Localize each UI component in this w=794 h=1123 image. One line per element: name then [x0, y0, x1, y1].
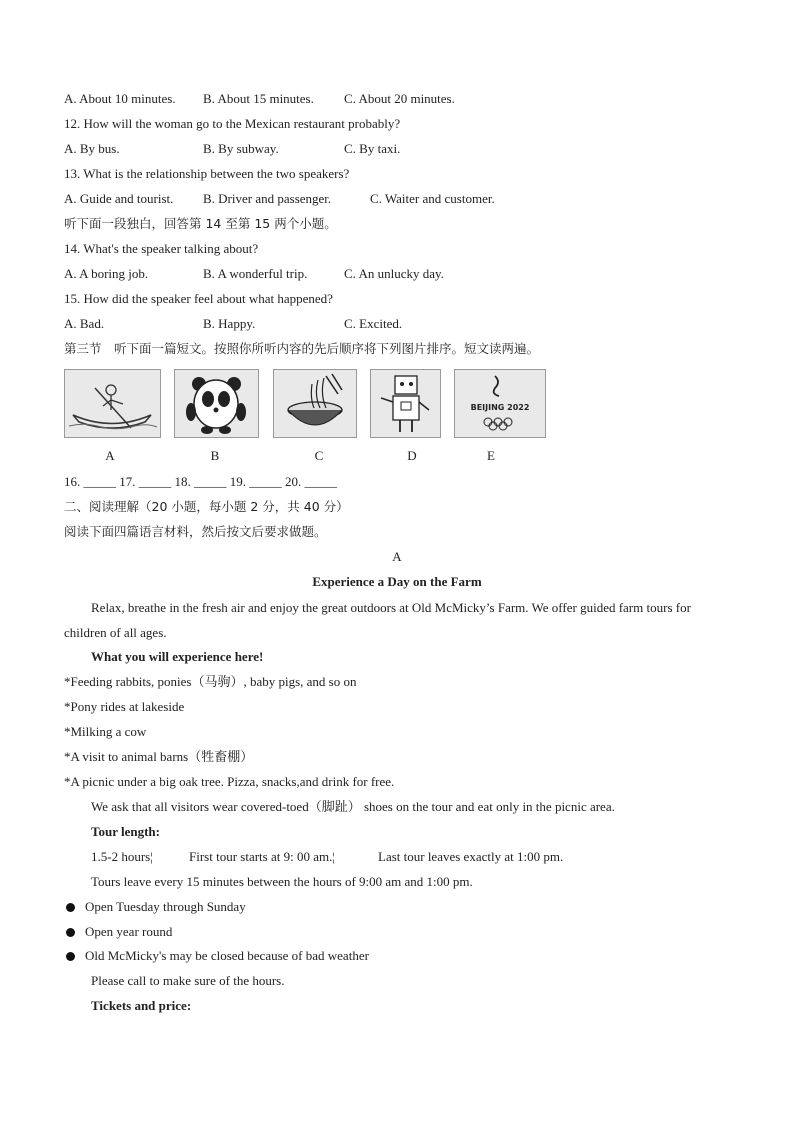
noodle-bowl-icon	[274, 370, 356, 437]
experience-item: *Pony rides at lakeside	[64, 699, 185, 714]
part2-title: 二、阅读理解（20 小题，每小题 2 分，共 40 分）	[64, 499, 349, 514]
picture-label-e: E	[487, 448, 495, 463]
q15-option-a: A. Bad.	[64, 316, 105, 331]
picture-label-a: A	[105, 448, 115, 463]
answer-blanks: 16. _____ 17. _____ 18. _____ 19. _____ 20. _____	[64, 474, 337, 489]
q11-option-a: A. About 10 minutes.	[64, 91, 176, 106]
tickets-heading: Tickets and price:	[91, 998, 192, 1013]
experience-heading: What you will experience here!	[91, 649, 264, 664]
q14-option-c: C. An unlucky day.	[344, 266, 444, 281]
experience-item: *A visit to animal barns（牲畜棚）	[64, 749, 254, 764]
picture-e-beijing-2022	[454, 369, 546, 438]
panda-mascot-icon	[175, 370, 258, 437]
q11-option-b: B. About 15 minutes.	[203, 91, 314, 106]
q12-option-b: B. By subway.	[203, 141, 279, 156]
monologue-instruction: 听下面一段独白，回答第 14 至第 15 两个小题。	[64, 216, 337, 231]
last-tour-time: Last tour leaves exactly at 1:00 pm.	[378, 849, 564, 864]
rowing-boat-icon	[65, 370, 160, 437]
experience-item: *A picnic under a big oak tree. Pizza, snacks,and drink for free.	[64, 774, 395, 789]
q14-question: 14. What's the speaker talking about?	[64, 241, 259, 256]
bullet-icon	[66, 952, 75, 961]
beijing-olympics-logo-icon	[455, 370, 545, 437]
call-note: Please call to make sure of the hours.	[91, 973, 285, 988]
picture-label-b: B	[210, 448, 220, 463]
q14-option-b: B. A wonderful trip.	[203, 266, 308, 281]
beijing-logo-text: BEIJING 2022	[470, 403, 530, 412]
bullet-item: Open Tuesday through Sunday	[85, 899, 246, 914]
tour-length-heading: Tour length:	[91, 824, 160, 839]
shoes-note: We ask that all visitors wear covered-toed（脚趾） shoes on the tour and eat only in the picnic area.	[91, 799, 615, 814]
tour-duration: 1.5-2 hours¦	[91, 849, 153, 864]
experience-item: *Feeding rabbits, ponies（马驹）, baby pigs, and so on	[64, 674, 357, 689]
q13-option-a: A. Guide and tourist.	[64, 191, 174, 206]
bullet-icon	[66, 928, 75, 937]
part2-instruction: 阅读下面四篇语言材料，然后按文后要求做题。	[64, 524, 327, 539]
passage-title: Experience a Day on the Farm	[312, 574, 482, 589]
picture-a-rowing	[64, 369, 161, 438]
q15-option-c: C. Excited.	[344, 316, 403, 331]
first-tour-time: First tour starts at 9: 00 am.¦	[189, 849, 335, 864]
q15-question: 15. How did the speaker feel about what happened?	[64, 291, 333, 306]
bullet-item: Open year round	[85, 924, 173, 939]
bullet-item: Old McMicky's may be closed because of bad weather	[85, 948, 369, 963]
q12-option-c: C. By taxi.	[344, 141, 401, 156]
picture-label-d: D	[407, 448, 417, 463]
passage-label: A	[392, 549, 402, 564]
tours-frequency: Tours leave every 15 minutes between the hours of 9:00 am and 1:00 pm.	[91, 874, 473, 889]
picture-d-robot	[370, 369, 441, 438]
q13-option-b: B. Driver and passenger.	[203, 191, 332, 206]
q13-question: 13. What is the relationship between the two speakers?	[64, 166, 350, 181]
section3-instruction: 第三节 听下面一篇短文。按照你所听内容的先后顺序将下列图片排序。短文读两遍。	[64, 341, 540, 356]
experience-item: *Milking a cow	[64, 724, 147, 739]
intro-paragraph: Relax, breathe in the fresh air and enjoy the great outdoors at Old McMicky’s Farm. We offer guided farm tours for children of all ages.	[64, 600, 691, 640]
picture-label-c: C	[314, 448, 324, 463]
picture-b-panda	[174, 369, 259, 438]
q11-option-c: C. About 20 minutes.	[344, 91, 455, 106]
q13-option-c: C. Waiter and customer.	[370, 191, 495, 206]
robot-icon	[371, 370, 440, 437]
q12-question: 12. How will the woman go to the Mexican restaurant probably?	[64, 116, 401, 131]
q15-option-b: B. Happy.	[203, 316, 256, 331]
picture-c-noodles	[273, 369, 357, 438]
q14-option-a: A. A boring job.	[64, 266, 149, 281]
bullet-icon	[66, 903, 75, 912]
q12-option-a: A. By bus.	[64, 141, 120, 156]
